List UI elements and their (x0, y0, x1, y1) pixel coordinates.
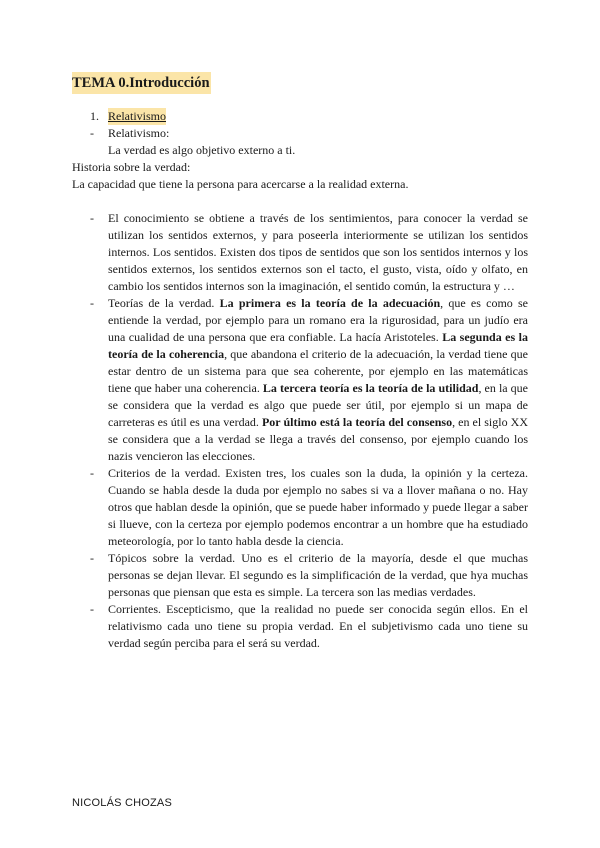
subitem-definition: La verdad es algo objetivo externo a ti. (108, 143, 296, 157)
paragraph-text: Criterios de la verdad. Existen tres, los cuales son la duda, la opinión y la certeza. Cuando se habla desde la duda por ejemplo no sabes si va a llover mañana o no. Hay otros que hablan desde la opinión, que se puede haber informado y puede llegar a saber si llueve, con la certeza por ejemplo podemos encontrar a un hombre que ha estudiado meteorología, por lo tanto habla desde la ciencia. (108, 466, 528, 548)
paragraph-text: Corrientes. Escepticismo, que la realidad no puede ser conocida según ellos. En el relativismo cada uno tiene su propia verdad. En el subjetivismo cada uno tiene su verdad según perciba para el será su verdad. (108, 602, 528, 650)
paragraph-text: , en la que se considera que la verdad es algo que puede ser útil, por ejemplo si un mapa de carreteras es útil es una verdad. (108, 381, 528, 429)
bold-text: La tercera teoría es la teoría de la utilidad (262, 381, 479, 395)
bullet-paragraph (90, 601, 528, 652)
history-label: Historia sobre la verdad: (72, 160, 191, 174)
section-heading: Relativismo (108, 109, 166, 123)
paragraph-text: Teorías de la verdad. (108, 296, 220, 310)
paragraph-text: El conocimiento se obtiene a través de los sentimientos, para conocer la verdad se utilizan los sentidos externos, y para poseerla interiormente se utilizan los sentidos internos. Los sentidos. Existen dos tipos de sentidos que son los sentidos internos y los sentidos externos, los sentidos externos son el tacto, el gusto, vista, oído y olfato, en cambio los sentidos internos son la imaginación, el sentido común, la estructura y … (108, 211, 528, 293)
bullet-paragraph (90, 295, 528, 465)
dash-marker: - (90, 296, 94, 310)
subitem-label: Relativismo: (108, 126, 170, 140)
bullet-paragraph (90, 210, 528, 295)
bullet-paragraph (90, 465, 528, 550)
section-number: 1. (90, 109, 99, 123)
bold-text: La segunda es la teoría de la coherencia (108, 330, 528, 361)
dash-marker: - (90, 602, 94, 616)
dash-marker: - (90, 551, 94, 565)
dash-marker: - (90, 211, 94, 225)
bullet-paragraph (90, 550, 528, 601)
dash-marker: - (90, 126, 94, 140)
paragraph-text: , que es como se entiende la verdad, por ejemplo para un romano era la rigurosidad, para un judío era una cualidad de una persona que era confiable. La hacía Aristoteles. (108, 296, 529, 344)
paragraph-text: , en el siglo XX se considera que a la verdad se llega a través del consenso, por ejemplo cuando los nazis vencieron las elecciones. (108, 415, 528, 463)
bullet-list (90, 210, 528, 652)
paragraph-text: , que abandona el criterio de la adecuación, la verdad tiene que estar dentro de un sistema para que sea coherente, por ejemplo en las matemáticas tiene que haber una coherencia. (108, 347, 528, 395)
dash-marker: - (90, 466, 94, 480)
page-title: TEMA 0.Introducción (72, 72, 211, 94)
paragraph-text: Tópicos sobre la verdad. Uno es el criterio de la mayoría, desde el que muchas personas se dejan llevar. El segundo es la simplificación de la verdad, que hya muchas personas que piensan que esta es simple. La tercera son las medias verdades. (108, 551, 528, 599)
footer-author: NICOLÁS CHOZAS (72, 797, 172, 809)
bold-text: La primera es la teoría de la adecuación (219, 296, 441, 310)
bold-text: Por último está la teoría del consenso (261, 415, 453, 429)
capacity-text: La capacidad que tiene la persona para acercarse a la realidad externa. (72, 177, 409, 191)
